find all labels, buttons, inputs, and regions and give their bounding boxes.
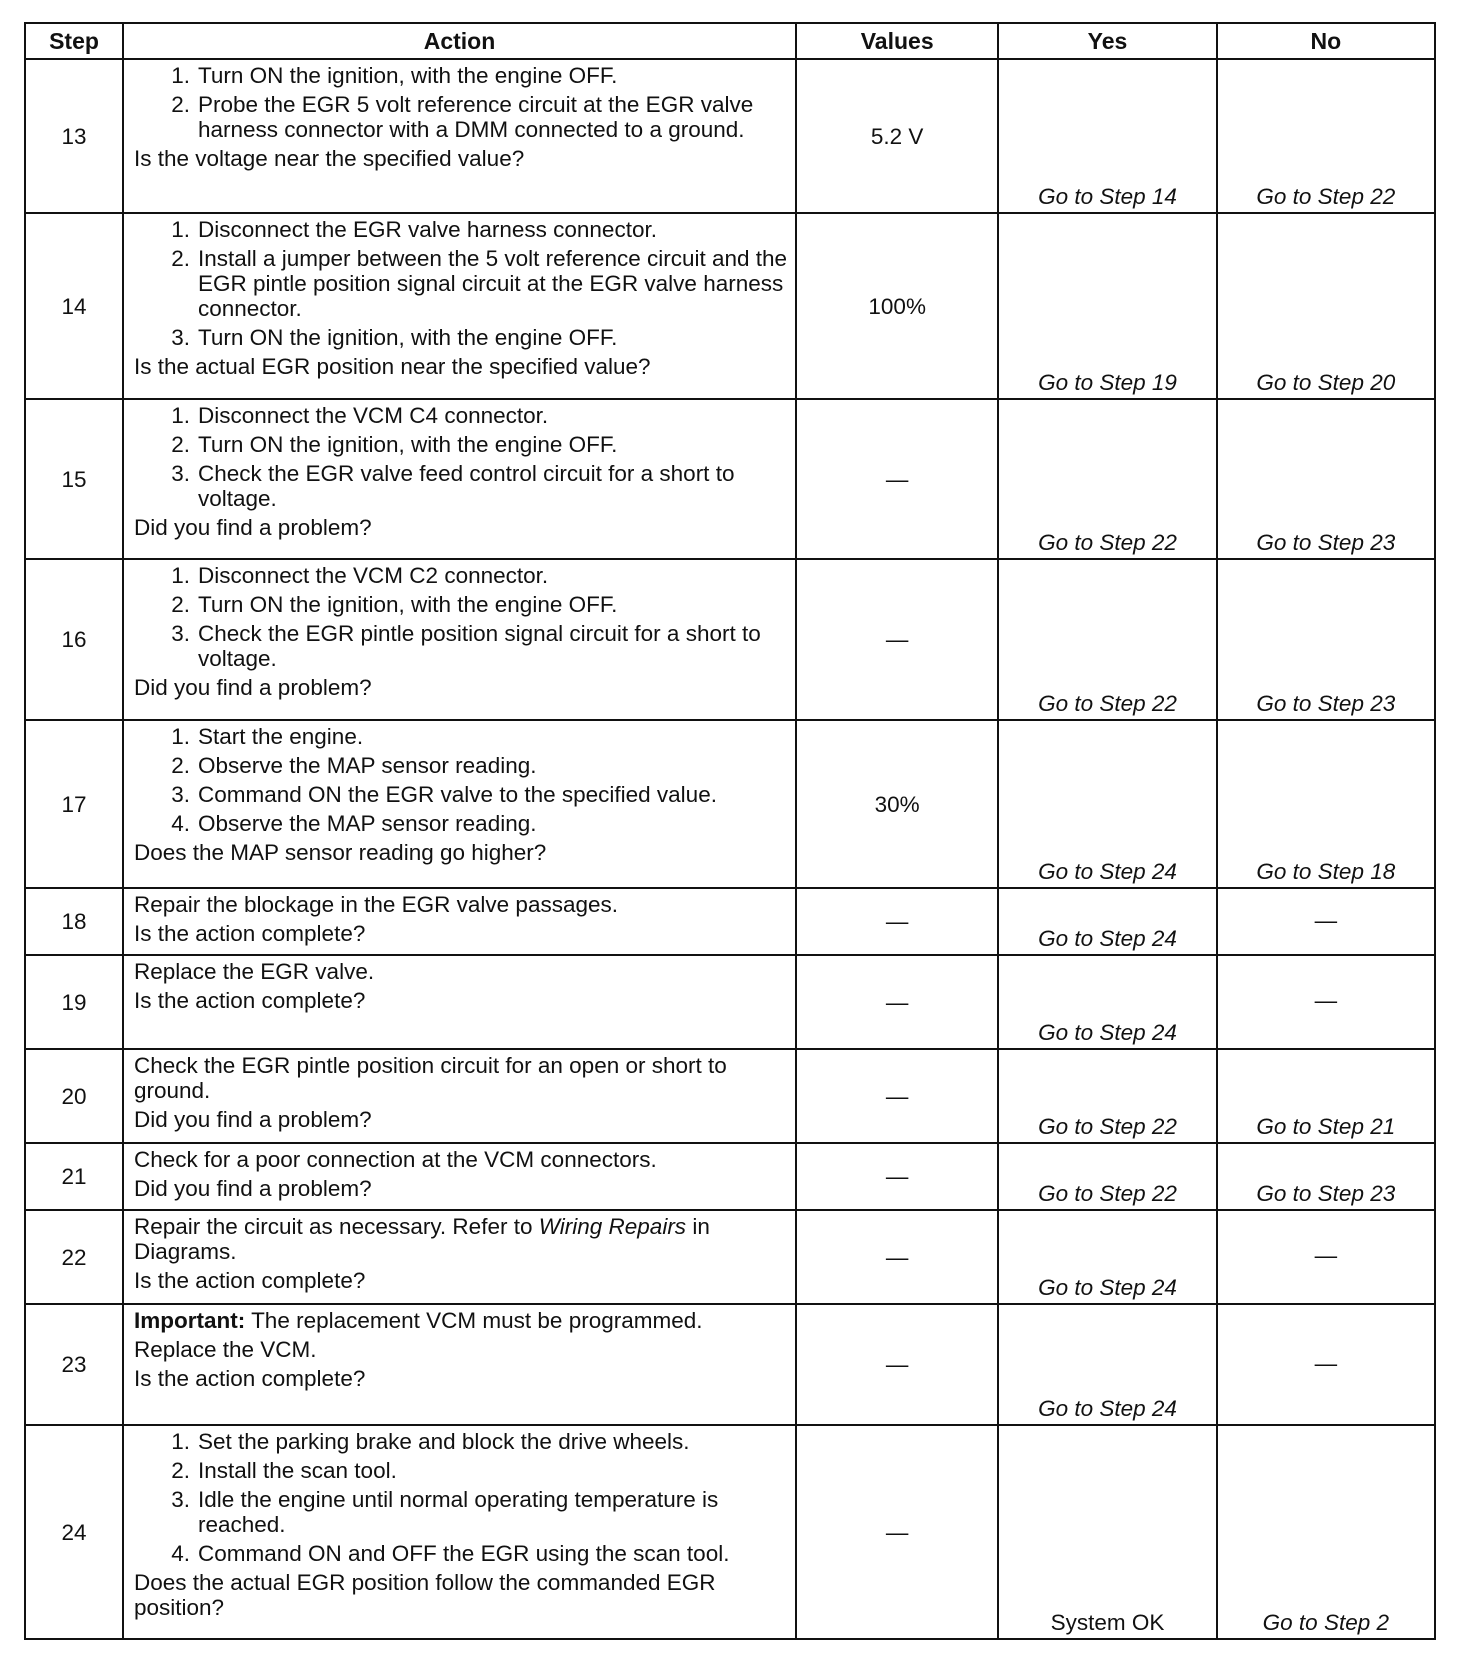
yes-cell: Go to Step 22 <box>998 1143 1216 1210</box>
list-item: 3. Check the EGR pintle position signal circuit for a short to voltage. <box>171 621 761 671</box>
no-cell: Go to Step 23 <box>1217 1143 1435 1210</box>
values-cell: — <box>796 1304 998 1425</box>
header-step: Step <box>25 23 123 59</box>
yes-cell: Go to Step 24 <box>998 1304 1216 1425</box>
list-item: 2. Observe the MAP sensor reading. <box>171 753 537 778</box>
action-cell <box>123 213 796 399</box>
table-row <box>25 1210 1435 1304</box>
header-yes: Yes <box>998 23 1216 59</box>
no-cell: — <box>1217 888 1435 955</box>
no-cell: Go to Step 18 <box>1217 720 1435 888</box>
header-values: Values <box>796 23 998 59</box>
diagnostic-table <box>24 22 1436 1640</box>
question-text: Is the action complete? <box>133 921 366 946</box>
header-action: Action <box>123 23 796 59</box>
list-item: 1. Disconnect the VCM C2 connector. <box>171 563 549 588</box>
step-number: 23 <box>25 1304 123 1425</box>
no-cell: — <box>1217 955 1435 1049</box>
list-item: 2. Install the scan tool. <box>171 1458 397 1483</box>
question-text: Did you find a problem? <box>133 1107 372 1132</box>
values-cell: — <box>796 399 998 559</box>
values-cell: 30% <box>796 720 998 888</box>
values-cell: 100% <box>796 213 998 399</box>
action-cell <box>123 955 796 1049</box>
yes-cell: Go to Step 24 <box>998 1210 1216 1304</box>
header-row <box>25 23 1435 59</box>
table-row <box>25 888 1435 955</box>
question-text: Is the voltage near the specified value? <box>133 146 525 171</box>
yes-cell: Go to Step 22 <box>998 399 1216 559</box>
step-number: 18 <box>25 888 123 955</box>
step-number: 14 <box>25 213 123 399</box>
action-cell <box>123 59 796 213</box>
list-item: 1. Disconnect the VCM C4 connector. <box>171 403 549 428</box>
no-cell: Go to Step 20 <box>1217 213 1435 399</box>
table-row <box>25 720 1435 888</box>
list-item: 3. Command ON the EGR valve to the specified value. <box>171 782 717 807</box>
action-text: Replace the VCM. <box>133 1337 317 1362</box>
step-number: 20 <box>25 1049 123 1143</box>
action-cell <box>123 559 796 720</box>
table-row <box>25 955 1435 1049</box>
step-number: 22 <box>25 1210 123 1304</box>
action-cell <box>123 888 796 955</box>
list-item: 2. Turn ON the ignition, with the engine OFF. <box>171 432 618 457</box>
values-cell: — <box>796 1143 998 1210</box>
yes-cell: Go to Step 22 <box>998 1049 1216 1143</box>
values-cell: — <box>796 1210 998 1304</box>
list-item: 4. Command ON and OFF the EGR using the scan tool. <box>171 1541 730 1566</box>
important-note: Important: The replacement VCM must be programmed. <box>133 1308 703 1333</box>
action-cell <box>123 1425 796 1639</box>
list-item: 3. Check the EGR valve feed control circuit for a short to voltage. <box>171 461 735 511</box>
yes-cell: Go to Step 24 <box>998 955 1216 1049</box>
no-cell: Go to Step 23 <box>1217 399 1435 559</box>
action-text: Repair the blockage in the EGR valve passages. <box>133 892 618 917</box>
no-cell: Go to Step 21 <box>1217 1049 1435 1143</box>
step-number: 17 <box>25 720 123 888</box>
list-item: 1. Disconnect the EGR valve harness connector. <box>171 217 657 242</box>
step-number: 15 <box>25 399 123 559</box>
action-cell <box>123 399 796 559</box>
table-row <box>25 213 1435 399</box>
table-row <box>25 559 1435 720</box>
header-no: No <box>1217 23 1435 59</box>
step-number: 19 <box>25 955 123 1049</box>
question-text: Is the action complete? <box>133 1366 366 1391</box>
list-item: 4. Observe the MAP sensor reading. <box>171 811 537 836</box>
no-cell: — <box>1217 1210 1435 1304</box>
question-text: Is the action complete? <box>133 1268 366 1293</box>
list-item: 3. Turn ON the ignition, with the engine OFF. <box>171 325 618 350</box>
action-text: Check for a poor connection at the VCM connectors. <box>133 1147 657 1172</box>
step-number: 21 <box>25 1143 123 1210</box>
list-item: 2. Probe the EGR 5 volt reference circuit at the EGR valve harness connector with a DMM connected to a ground. <box>171 92 754 142</box>
action-text: Check the EGR pintle position circuit for an open or short to ground. <box>133 1053 727 1103</box>
list-item: 1. Set the parking brake and block the drive wheels. <box>171 1429 690 1454</box>
values-cell: — <box>796 1425 998 1639</box>
step-number: 16 <box>25 559 123 720</box>
no-cell: Go to Step 2 <box>1217 1425 1435 1639</box>
action-text: Replace the EGR valve. <box>133 959 375 984</box>
question-text: Does the MAP sensor reading go higher? <box>133 840 547 865</box>
step-number: 13 <box>25 59 123 213</box>
list-item: 1. Start the engine. <box>171 724 364 749</box>
question-text: Is the actual EGR position near the specified value? <box>133 354 651 379</box>
table-row <box>25 1304 1435 1425</box>
values-cell: — <box>796 559 998 720</box>
action-cell <box>123 1304 796 1425</box>
yes-cell: Go to Step 24 <box>998 888 1216 955</box>
action-text: Repair the circuit as necessary. Refer to Wiring Repairs in Diagrams. <box>133 1214 710 1264</box>
values-cell: 5.2 V <box>796 59 998 213</box>
yes-cell: System OK <box>998 1425 1216 1639</box>
table-row <box>25 1049 1435 1143</box>
yes-cell: Go to Step 19 <box>998 213 1216 399</box>
table-row <box>25 399 1435 559</box>
yes-cell: Go to Step 14 <box>998 59 1216 213</box>
yes-cell: Go to Step 22 <box>998 559 1216 720</box>
list-item: 2. Turn ON the ignition, with the engine OFF. <box>171 592 618 617</box>
list-item: 3. Idle the engine until normal operating temperature is reached. <box>171 1487 719 1537</box>
question-text: Does the actual EGR position follow the commanded EGR position? <box>133 1570 716 1620</box>
no-cell: — <box>1217 1304 1435 1425</box>
question-text: Did you find a problem? <box>133 515 372 540</box>
action-cell <box>123 1210 796 1304</box>
question-text: Did you find a problem? <box>133 1176 372 1201</box>
values-cell: — <box>796 888 998 955</box>
table-row <box>25 59 1435 213</box>
question-text: Did you find a problem? <box>133 675 372 700</box>
step-number: 24 <box>25 1425 123 1639</box>
list-item: 2. Install a jumper between the 5 volt reference circuit and the EGR pintle position signal circuit at the EGR valve harness connector. <box>171 246 788 321</box>
values-cell: — <box>796 955 998 1049</box>
action-cell <box>123 1143 796 1210</box>
action-cell <box>123 720 796 888</box>
yes-cell: Go to Step 24 <box>998 720 1216 888</box>
action-cell <box>123 1049 796 1143</box>
question-text: Is the action complete? <box>133 988 366 1013</box>
no-cell: Go to Step 22 <box>1217 59 1435 213</box>
no-cell: Go to Step 23 <box>1217 559 1435 720</box>
table-row <box>25 1143 1435 1210</box>
table-row <box>25 1425 1435 1639</box>
values-cell: — <box>796 1049 998 1143</box>
reference-link-text: Wiring Repairs <box>538 1214 687 1239</box>
list-item: 1. Turn ON the ignition, with the engine OFF. <box>171 63 618 88</box>
